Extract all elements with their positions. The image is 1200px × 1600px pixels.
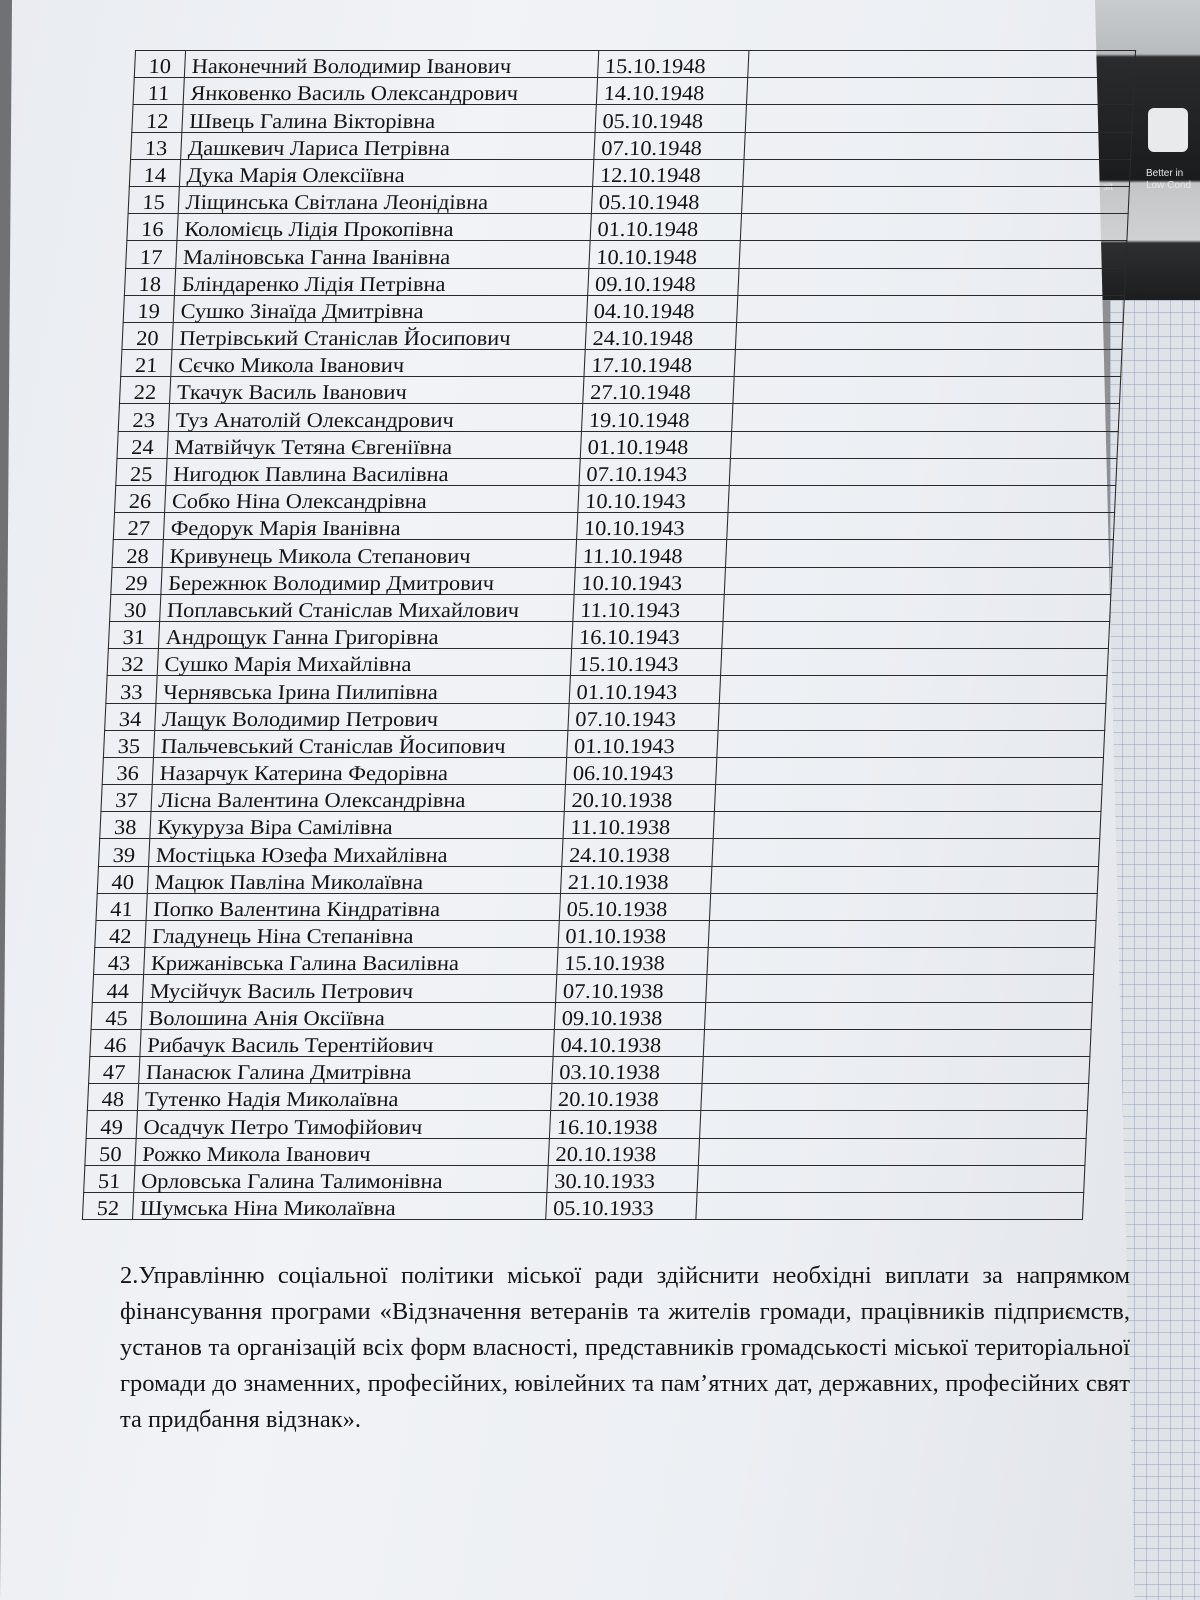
row-empty-cell bbox=[717, 730, 1105, 757]
decision-paragraph: 2.Управлінню соціальної політики міської ради здійснити необхідні виплати за напрямком фінансування програми «Відзначення ветеранів та жителів громади, працівників підприємств, установ та організацій всіх форм власності, представників громадськості міської територіальної громади до знаменних, професійних, ювілейних та пам’ятних дат, державних, професійних свят та придбання відзнак». bbox=[120, 1262, 1130, 1433]
row-name: Туз Анатолій Олександрович bbox=[168, 404, 582, 431]
row-birthdate: 24.10.1938 bbox=[562, 839, 713, 866]
row-birthdate: 01.10.1943 bbox=[569, 676, 720, 703]
row-name: Федорук Марія Іванівна bbox=[163, 513, 577, 540]
row-number: 26 bbox=[115, 486, 166, 513]
row-name: Тутенко Надія Миколаївна bbox=[137, 1084, 551, 1111]
row-number: 11 bbox=[133, 78, 184, 105]
row-birthdate: 20.10.1938 bbox=[548, 1138, 699, 1165]
row-empty-cell bbox=[714, 785, 1102, 812]
table-row bbox=[122, 322, 1123, 349]
row-birthdate: 11.10.1938 bbox=[563, 812, 714, 839]
row-number: 52 bbox=[82, 1192, 133, 1219]
printer-mode-icon bbox=[1148, 108, 1188, 152]
row-empty-cell bbox=[734, 350, 1122, 377]
printer-label: Better in Low Cond bbox=[1146, 168, 1192, 191]
row-birthdate: 09.10.1948 bbox=[588, 268, 739, 295]
row-name: Рожко Микола Іванович bbox=[135, 1138, 549, 1165]
table-row bbox=[107, 649, 1108, 676]
table-row bbox=[126, 241, 1127, 268]
row-name: Маліновська Ганна Іванівна bbox=[176, 241, 590, 268]
row-number: 51 bbox=[84, 1165, 135, 1192]
row-birthdate: 24.10.1948 bbox=[585, 322, 736, 349]
table-row bbox=[123, 295, 1124, 322]
table-row bbox=[128, 186, 1129, 213]
row-name: Пальчевський Станіслав Йосипович bbox=[153, 730, 567, 757]
table-row bbox=[124, 268, 1125, 295]
row-name: Крижанівська Галина Василівна bbox=[144, 948, 558, 975]
row-name: Ліщинська Світлана Леонідівна bbox=[178, 186, 592, 213]
row-birthdate: 16.10.1938 bbox=[549, 1111, 700, 1138]
row-empty-cell bbox=[728, 486, 1116, 513]
row-birthdate: 09.10.1938 bbox=[554, 1002, 705, 1029]
row-empty-cell bbox=[700, 1111, 1088, 1138]
row-number: 15 bbox=[128, 186, 179, 213]
row-empty-cell bbox=[738, 268, 1126, 295]
row-birthdate: 27.10.1948 bbox=[583, 377, 734, 404]
row-number: 27 bbox=[113, 513, 164, 540]
row-empty-cell bbox=[702, 1056, 1090, 1083]
row-name: Петрівський Станіслав Йосипович bbox=[172, 322, 586, 349]
table-row bbox=[110, 594, 1111, 621]
row-birthdate: 20.10.1938 bbox=[551, 1084, 702, 1111]
row-name: Попко Валентина Кіндратівна bbox=[146, 893, 560, 920]
row-birthdate: 19.10.1948 bbox=[582, 404, 733, 431]
row-name: Собко Ніна Олександрівна bbox=[165, 486, 579, 513]
row-empty-cell bbox=[743, 159, 1131, 186]
row-name: Орловська Галина Талимонівна bbox=[134, 1165, 548, 1192]
row-number: 17 bbox=[126, 241, 177, 268]
table-row bbox=[90, 1029, 1091, 1056]
row-birthdate: 07.10.1943 bbox=[568, 703, 719, 730]
row-empty-cell bbox=[709, 893, 1097, 920]
row-birthdate: 05.10.1933 bbox=[546, 1192, 697, 1219]
row-number: 46 bbox=[90, 1029, 141, 1056]
row-birthdate: 10.10.1948 bbox=[589, 241, 740, 268]
row-number: 30 bbox=[110, 594, 161, 621]
table-row bbox=[94, 948, 1095, 975]
row-name: Бліндаренко Лідія Петрівна bbox=[174, 268, 588, 295]
row-name: Матвійчук Тетяна Євгеніївна bbox=[167, 431, 581, 458]
row-birthdate: 07.10.1948 bbox=[594, 132, 745, 159]
table-row bbox=[115, 486, 1116, 513]
row-birthdate: 12.10.1948 bbox=[593, 159, 744, 186]
table-row bbox=[82, 1192, 1083, 1219]
row-number: 12 bbox=[132, 105, 183, 132]
row-empty-cell bbox=[701, 1084, 1089, 1111]
row-name: Волошина Анія Оксіївна bbox=[141, 1002, 555, 1029]
row-birthdate: 16.10.1943 bbox=[572, 621, 723, 648]
row-name: Лащук Володимир Петрович bbox=[155, 703, 569, 730]
row-number: 39 bbox=[98, 839, 149, 866]
row-empty-cell bbox=[740, 214, 1128, 241]
row-birthdate: 11.10.1943 bbox=[573, 594, 724, 621]
row-empty-cell bbox=[744, 132, 1132, 159]
table-row bbox=[131, 132, 1132, 159]
row-birthdate: 06.10.1943 bbox=[565, 757, 716, 784]
table-row bbox=[89, 1056, 1090, 1083]
row-empty-cell bbox=[696, 1192, 1084, 1219]
row-empty-cell bbox=[707, 948, 1095, 975]
row-number: 20 bbox=[122, 322, 173, 349]
row-number: 48 bbox=[87, 1084, 138, 1111]
row-birthdate: 01.10.1948 bbox=[580, 431, 731, 458]
row-number: 21 bbox=[121, 350, 172, 377]
row-birthdate: 20.10.1938 bbox=[564, 785, 715, 812]
row-number: 33 bbox=[106, 676, 157, 703]
row-name: Рибачук Василь Терентійович bbox=[140, 1029, 554, 1056]
row-name: Нигодюк Павлина Василівна bbox=[166, 458, 580, 485]
row-number: 31 bbox=[108, 621, 159, 648]
table-row bbox=[92, 975, 1093, 1002]
row-name: Андрощук Ганна Григорівна bbox=[158, 621, 572, 648]
row-empty-cell bbox=[706, 975, 1094, 1002]
table-row bbox=[134, 51, 1135, 78]
row-name: Наконечний Володимир Іванович bbox=[184, 51, 598, 78]
printer-label-left: sit bbox=[1103, 182, 1113, 193]
row-number: 18 bbox=[124, 268, 175, 295]
row-birthdate: 10.10.1943 bbox=[577, 513, 728, 540]
row-birthdate: 15.10.1943 bbox=[570, 649, 721, 676]
row-name: Шумська Ніна Миколаївна bbox=[132, 1192, 546, 1219]
row-empty-cell bbox=[729, 458, 1117, 485]
row-birthdate: 01.10.1948 bbox=[590, 214, 741, 241]
row-name: Коломієць Лідія Прокопівна bbox=[177, 214, 591, 241]
table-row bbox=[95, 921, 1096, 948]
row-number: 34 bbox=[105, 703, 156, 730]
row-birthdate: 01.10.1943 bbox=[567, 730, 718, 757]
row-empty-cell bbox=[739, 241, 1127, 268]
roster-body bbox=[82, 51, 1135, 1220]
row-birthdate: 05.10.1948 bbox=[591, 186, 742, 213]
row-birthdate: 05.10.1948 bbox=[595, 105, 746, 132]
table-row bbox=[85, 1138, 1086, 1165]
row-empty-cell bbox=[746, 78, 1134, 105]
table-row bbox=[119, 377, 1120, 404]
row-birthdate: 15.10.1938 bbox=[557, 948, 708, 975]
row-birthdate: 17.10.1948 bbox=[584, 350, 735, 377]
table-row bbox=[129, 159, 1130, 186]
row-name: Чернявська Ірина Пилипівна bbox=[156, 676, 570, 703]
table-row bbox=[86, 1111, 1087, 1138]
row-name: Сушко Зінаїда Дмитрівна bbox=[173, 295, 587, 322]
row-name: Кукуруза Віра Самілівна bbox=[150, 812, 564, 839]
row-empty-cell bbox=[723, 594, 1111, 621]
row-birthdate: 10.10.1943 bbox=[578, 486, 729, 513]
row-empty-cell bbox=[745, 105, 1133, 132]
table-row bbox=[96, 893, 1097, 920]
row-number: 41 bbox=[96, 893, 147, 920]
row-number: 36 bbox=[102, 757, 153, 784]
row-number: 47 bbox=[89, 1056, 140, 1083]
row-empty-cell bbox=[718, 703, 1106, 730]
table-row bbox=[101, 785, 1102, 812]
table-row bbox=[111, 567, 1112, 594]
table-row bbox=[106, 676, 1107, 703]
row-empty-cell bbox=[716, 757, 1104, 784]
table-row bbox=[132, 105, 1133, 132]
row-number: 10 bbox=[134, 51, 185, 78]
row-birthdate: 05.10.1938 bbox=[559, 893, 710, 920]
row-empty-cell bbox=[724, 567, 1112, 594]
row-empty-cell bbox=[703, 1029, 1091, 1056]
row-empty-cell bbox=[708, 921, 1096, 948]
row-name: Лісна Валентина Олександрівна bbox=[151, 785, 565, 812]
row-name: Ткачук Василь Іванович bbox=[170, 377, 584, 404]
table-row bbox=[100, 812, 1101, 839]
table-row bbox=[127, 214, 1128, 241]
row-empty-cell bbox=[733, 377, 1121, 404]
row-number: 13 bbox=[131, 132, 182, 159]
table-row bbox=[108, 621, 1109, 648]
table-row bbox=[118, 404, 1119, 431]
table-row bbox=[112, 540, 1113, 567]
row-empty-cell bbox=[721, 649, 1109, 676]
row-birthdate: 11.10.1948 bbox=[575, 540, 726, 567]
row-number: 38 bbox=[100, 812, 151, 839]
row-number: 50 bbox=[85, 1138, 136, 1165]
row-name: Мацюк Павліна Миколаївна bbox=[147, 866, 561, 893]
row-number: 22 bbox=[119, 377, 170, 404]
table-row bbox=[133, 78, 1134, 105]
row-name: Бережнюк Володимир Дмитрович bbox=[161, 567, 575, 594]
table-row bbox=[91, 1002, 1092, 1029]
row-number: 45 bbox=[91, 1002, 142, 1029]
row-name: Мостіцька Юзефа Михайлівна bbox=[149, 839, 563, 866]
row-birthdate: 21.10.1938 bbox=[561, 866, 712, 893]
row-number: 49 bbox=[86, 1111, 137, 1138]
row-number: 19 bbox=[123, 295, 174, 322]
row-name: Панасюк Галина Дмитрівна bbox=[139, 1056, 553, 1083]
row-birthdate: 30.10.1933 bbox=[547, 1165, 698, 1192]
row-empty-cell bbox=[727, 513, 1115, 540]
table-row bbox=[97, 866, 1098, 893]
table-row bbox=[113, 513, 1114, 540]
row-number: 28 bbox=[112, 540, 163, 567]
row-empty-cell bbox=[705, 1002, 1093, 1029]
row-empty-cell bbox=[712, 839, 1100, 866]
row-number: 29 bbox=[111, 567, 162, 594]
row-number: 14 bbox=[129, 159, 180, 186]
table-row bbox=[116, 458, 1117, 485]
row-name: Поплавський Станіслав Михайлович bbox=[160, 594, 574, 621]
table-row bbox=[102, 757, 1103, 784]
row-empty-cell bbox=[698, 1138, 1086, 1165]
table-row bbox=[98, 839, 1099, 866]
row-empty-cell bbox=[713, 812, 1101, 839]
table-row bbox=[105, 703, 1106, 730]
table-row bbox=[103, 730, 1104, 757]
row-birthdate: 04.10.1938 bbox=[553, 1029, 704, 1056]
row-number: 25 bbox=[116, 458, 167, 485]
table-row bbox=[84, 1165, 1085, 1192]
row-name: Осадчук Петро Тимофійович bbox=[136, 1111, 550, 1138]
row-number: 24 bbox=[117, 431, 168, 458]
row-number: 23 bbox=[118, 404, 169, 431]
row-empty-cell bbox=[711, 866, 1099, 893]
row-name: Мусійчук Василь Петрович bbox=[142, 975, 556, 1002]
row-birthdate: 03.10.1938 bbox=[552, 1056, 703, 1083]
row-birthdate: 04.10.1948 bbox=[586, 295, 737, 322]
row-name: Швець Галина Вікторівна bbox=[182, 105, 596, 132]
row-empty-cell bbox=[722, 621, 1110, 648]
row-name: Назарчук Катерина Федорівна bbox=[152, 757, 566, 784]
row-number: 16 bbox=[127, 214, 178, 241]
row-empty-cell bbox=[742, 186, 1130, 213]
row-number: 32 bbox=[107, 649, 158, 676]
row-empty-cell bbox=[697, 1165, 1085, 1192]
row-empty-cell bbox=[737, 295, 1125, 322]
roster-table bbox=[82, 50, 1136, 1220]
row-name: Кривунець Микола Степанович bbox=[162, 540, 576, 567]
row-empty-cell bbox=[730, 431, 1118, 458]
row-number: 42 bbox=[95, 921, 146, 948]
row-number: 35 bbox=[103, 730, 154, 757]
row-name: Сушко Марія Михайлівна bbox=[157, 649, 571, 676]
table-row bbox=[117, 431, 1118, 458]
row-empty-cell bbox=[719, 676, 1107, 703]
row-number: 37 bbox=[101, 785, 152, 812]
row-birthdate: 14.10.1948 bbox=[596, 78, 747, 105]
table-row bbox=[87, 1084, 1088, 1111]
table-row bbox=[121, 350, 1122, 377]
row-empty-cell bbox=[735, 322, 1123, 349]
row-empty-cell bbox=[725, 540, 1113, 567]
row-birthdate: 01.10.1938 bbox=[558, 921, 709, 948]
row-name: Сєчко Микола Іванович bbox=[171, 350, 585, 377]
row-number: 40 bbox=[97, 866, 148, 893]
row-name: Янковенко Василь Олександрович bbox=[183, 78, 597, 105]
row-name: Дука Марія Олексіївна bbox=[179, 159, 593, 186]
row-name: Гладунець Ніна Степанівна bbox=[145, 921, 559, 948]
row-birthdate: 07.10.1943 bbox=[579, 458, 730, 485]
row-number: 43 bbox=[94, 948, 145, 975]
row-birthdate: 15.10.1948 bbox=[598, 51, 749, 78]
row-birthdate: 07.10.1938 bbox=[556, 975, 707, 1002]
row-number: 44 bbox=[92, 975, 143, 1002]
row-empty-cell bbox=[732, 404, 1120, 431]
row-empty-cell bbox=[748, 51, 1136, 78]
row-birthdate: 10.10.1943 bbox=[574, 567, 725, 594]
row-name: Дашкевич Лариса Петрівна bbox=[181, 132, 595, 159]
